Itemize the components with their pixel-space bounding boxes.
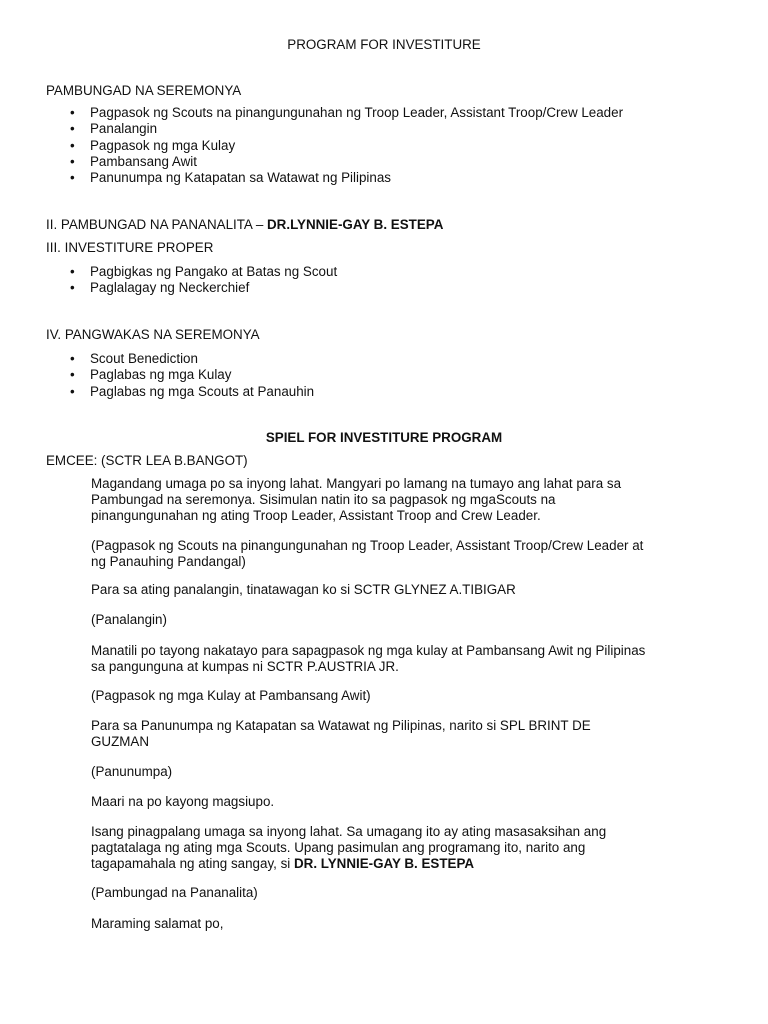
section1-heading: PAMBUNGAD NA SEREMONYA <box>46 83 242 98</box>
list-item: • Pagpasok ng mga Kulay <box>70 138 623 154</box>
list-item: • Paglabas ng mga Scouts at Panauhin <box>70 384 314 400</box>
text-line: sa pangunguna at kumpas ni SCTR P.AUSTRIA JR. <box>91 659 399 674</box>
section2-heading-text: II. PAMBUNGAD NA PANANALITA – <box>46 217 268 232</box>
text-line <box>91 856 731 872</box>
section4-heading: IV. PANGWAKAS NA SEREMONYA <box>46 327 260 342</box>
paragraph-5 <box>91 643 731 675</box>
list-item: • Panalangin <box>70 121 623 137</box>
section4-list <box>70 351 314 400</box>
paragraph-11: (Pambungad na Pananalita) <box>91 885 258 900</box>
list-item: • Panunumpa ng Katapatan sa Watawat ng Pilipinas <box>70 170 623 186</box>
text-line: (Pagpasok ng Scouts na pinangungunahan ng Troop Leader, Assistant Troop/Crew Leader at <box>91 538 644 553</box>
speaker-name: DR. LYNNIE-GAY B. ESTEPA <box>293 856 475 871</box>
list-item: • Scout Benediction <box>70 351 314 367</box>
text-line: pinangungunahan ng ating Troop Leader, Assistant Troop and Crew Leader. <box>91 508 541 523</box>
text-segment: tagapamahala ng ating sangay, si <box>91 856 294 871</box>
paragraph-1 <box>91 476 731 524</box>
text-line: GUZMAN <box>91 734 150 749</box>
text-line: Pambungad na seremonya. Sisimulan natin ito sa pagpasok ng mgaScouts na <box>91 492 556 507</box>
paragraph-4: (Panalangin) <box>91 612 167 627</box>
text-line: pagtatalaga ng ating mga Scouts. Upang pasimulan ang programang ito, narito ang <box>91 840 586 855</box>
paragraph-2 <box>91 538 731 570</box>
paragraph-6: (Pagpasok ng mga Kulay at Pambansang Awit) <box>91 688 371 703</box>
emcee-line: EMCEE: (SCTR LEA B.BANGOT) <box>46 453 248 468</box>
paragraph-9: Maari na po kayong magsiupo. <box>91 794 275 809</box>
list-item: • Paglalagay ng Neckerchief <box>70 280 337 296</box>
paragraph-8: (Panunumpa) <box>91 764 173 779</box>
list-item: • Pagbigkas ng Pangako at Batas ng Scout <box>70 264 337 280</box>
section1-list <box>70 105 623 186</box>
section2-speaker: DR.LYNNIE-GAY B. ESTEPA <box>267 217 444 232</box>
paragraph-7 <box>91 718 731 750</box>
paragraph-10 <box>91 824 731 872</box>
paragraph-12: Maraming salamat po, <box>91 916 224 931</box>
section2-heading <box>46 217 443 233</box>
spiel-title: SPIEL FOR INVESTITURE PROGRAM <box>265 430 503 445</box>
list-item: • Paglabas ng mga Kulay <box>70 367 314 383</box>
paragraph-3: Para sa ating panalangin, tinatawagan ko si SCTR GLYNEZ A.TIBIGAR <box>91 582 516 597</box>
list-item: • Pambansang Awit <box>70 154 623 170</box>
section3-list <box>70 264 337 297</box>
section3-heading: III. INVESTITURE PROPER <box>46 240 214 255</box>
text-line: Isang pinagpalang umaga sa inyong lahat. Sa umagang ito ay ating masasaksihan ang <box>91 824 607 839</box>
text-line: Para sa Panunumpa ng Katapatan sa Watawat ng Pilipinas, narito si SPL BRINT DE <box>91 718 591 733</box>
text-line: Manatili po tayong nakatayo para sapagpasok ng mga kulay at Pambansang Awit ng Pilipinas <box>91 643 646 658</box>
list-item: • Pagpasok ng Scouts na pinangungunahan ng Troop Leader, Assistant Troop/Crew Leader <box>70 105 623 121</box>
program-title: PROGRAM FOR INVESTITURE <box>287 37 481 52</box>
text-line: ng Panauhing Pandangal) <box>91 554 246 569</box>
text-line: Magandang umaga po sa inyong lahat. Mangyari po lamang na tumayo ang lahat para sa <box>91 476 622 491</box>
